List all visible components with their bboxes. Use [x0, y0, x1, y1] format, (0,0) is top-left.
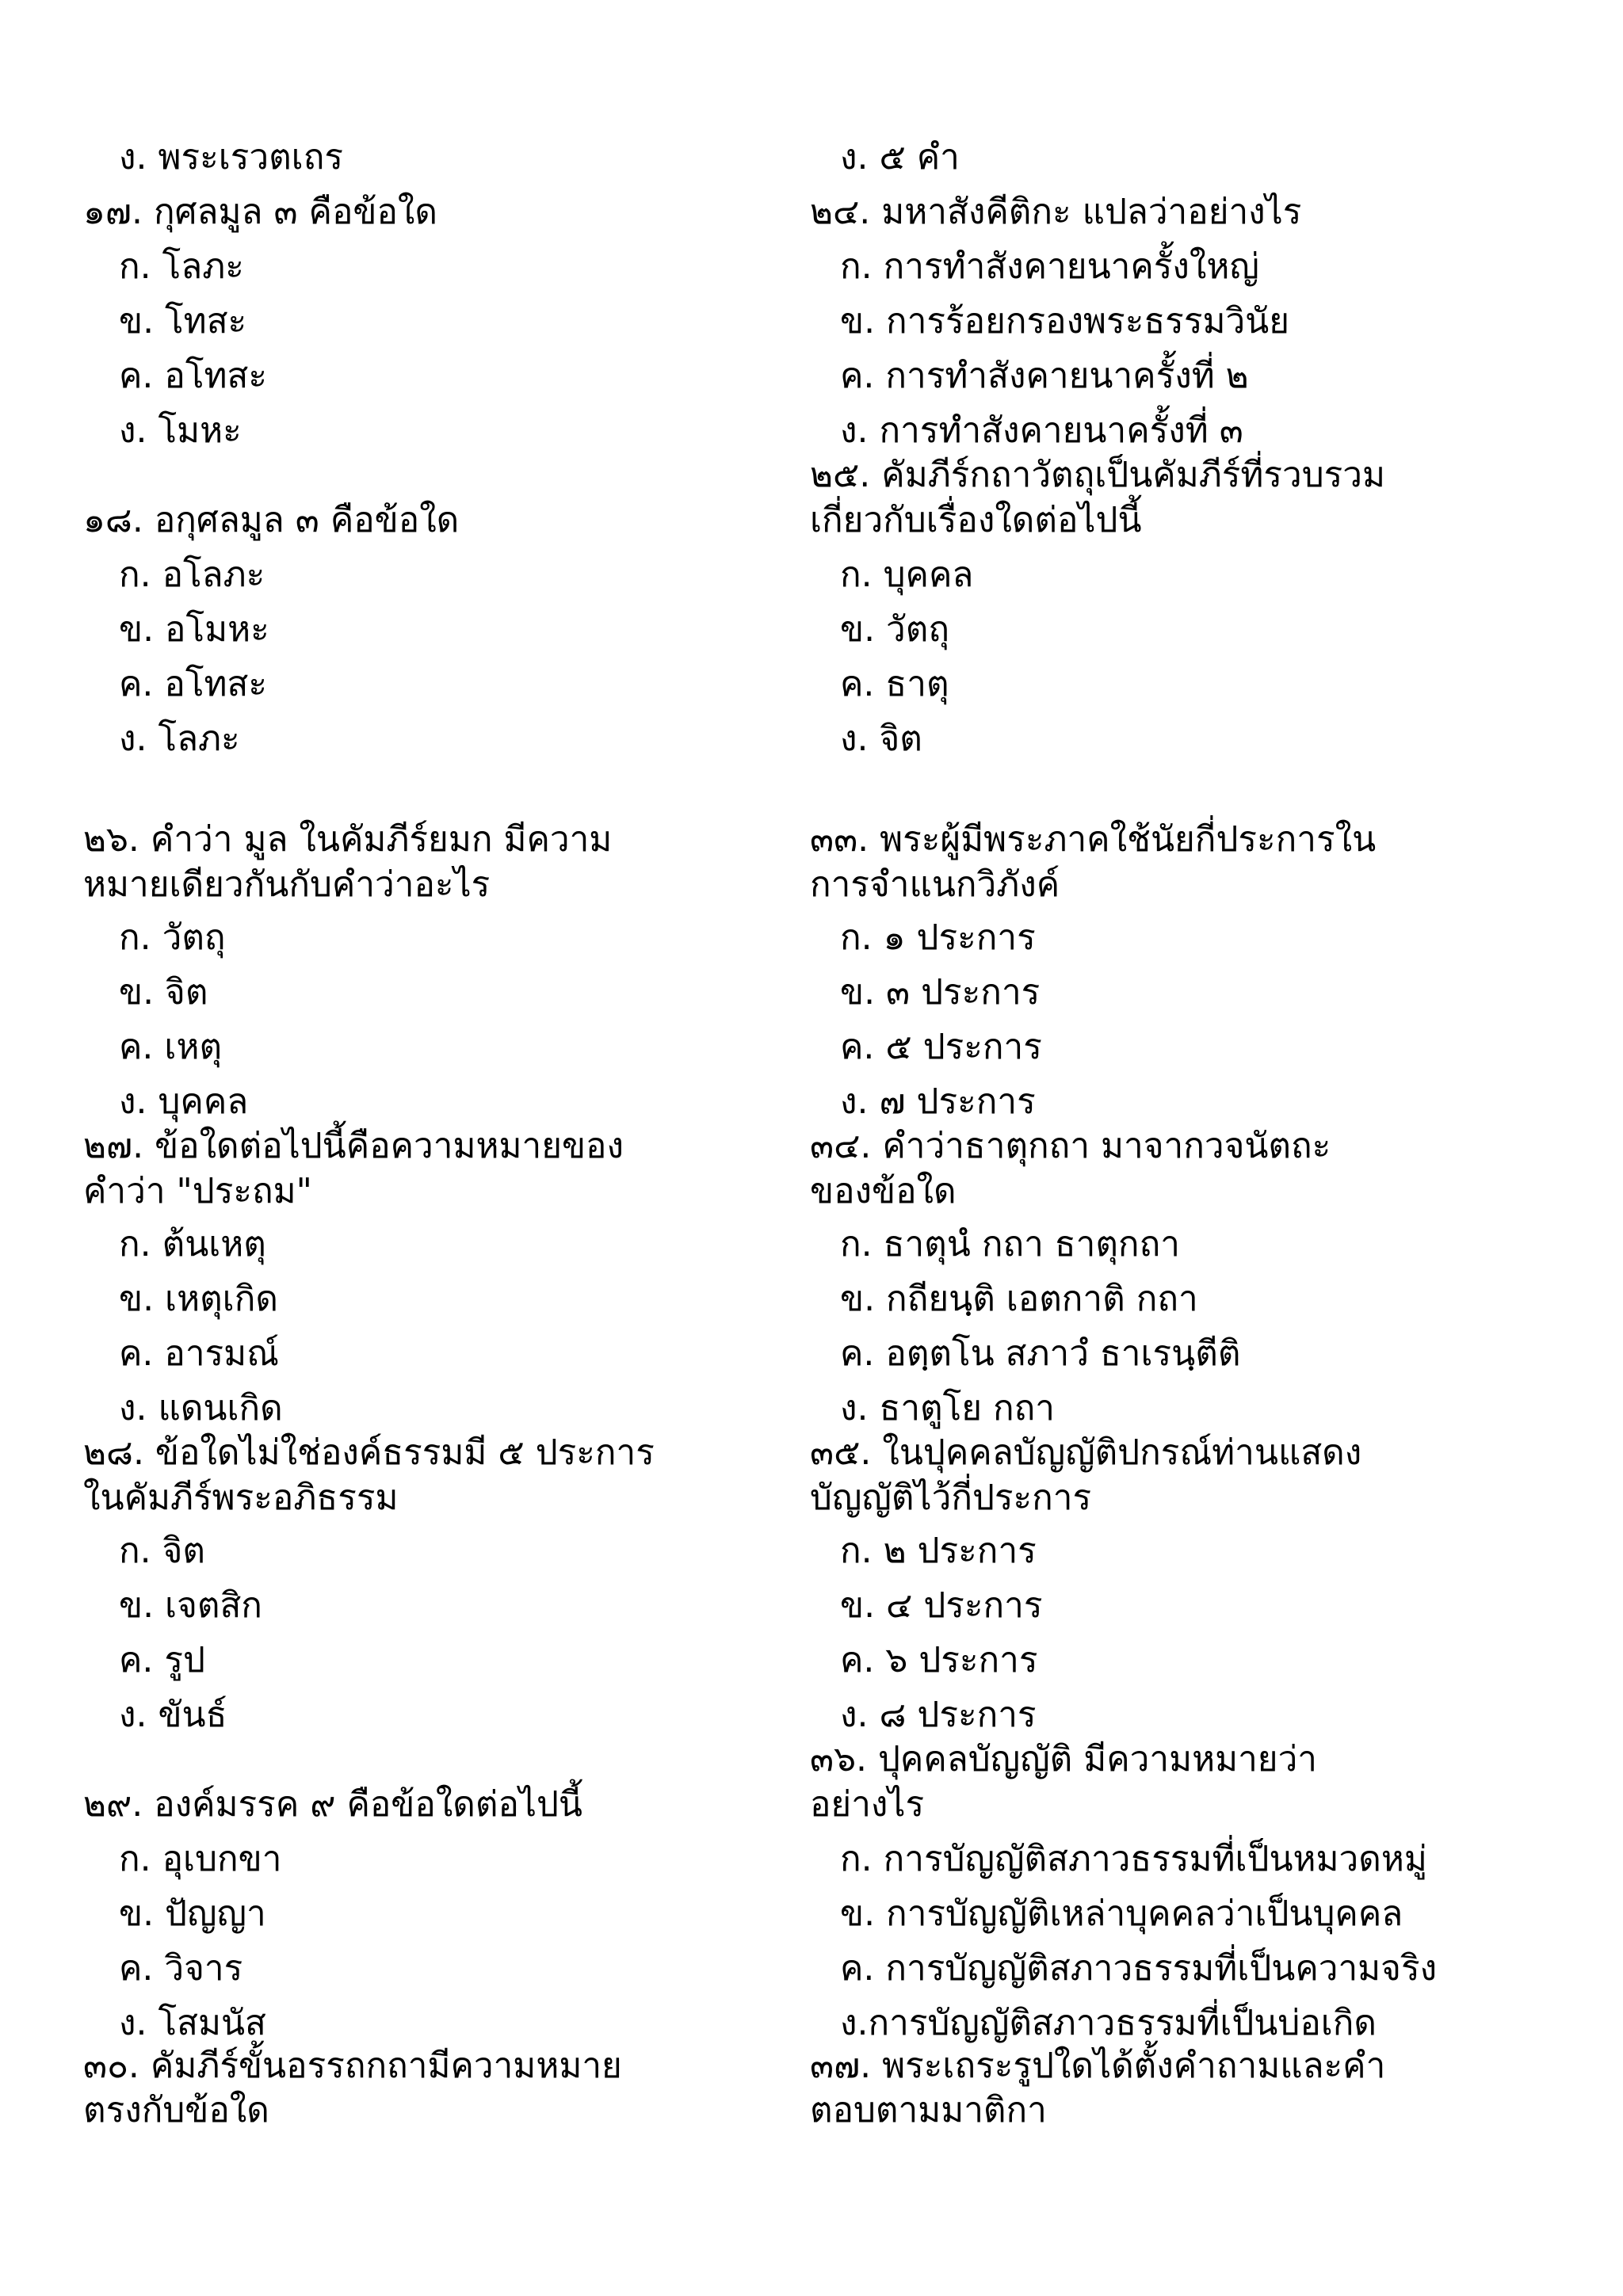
- question-line: ตรงกับข้อใด: [83, 2090, 269, 2130]
- question-line: คำว่า "ประถม": [83, 1171, 312, 1211]
- option-line: ค. อารมณ์: [119, 1333, 279, 1374]
- question-line: ๓๖. ปุคคลบัญญัติ มีความหมายว่า: [810, 1739, 1317, 1779]
- option-line: ง. ๗ ประการ: [840, 1081, 1036, 1122]
- question-line: ๒๗. ข้อใดต่อไปนี้คือความหมายของ: [83, 1126, 624, 1166]
- question-line: ๓๓. พระผู้มีพระภาคใช้นัยกี่ประการใน: [810, 819, 1377, 860]
- option-line: ง. การทำสังคายนาครั้งที่ ๓: [840, 410, 1243, 451]
- option-line: ข. การบัญญัติเหล่าบุคคลว่าเป็นบุคคล: [840, 1894, 1403, 1934]
- option-line: ก. โลภะ: [119, 246, 244, 287]
- option-line: ค. อตฺตโน สภาวํ ธาเรนฺตีติ: [840, 1333, 1241, 1374]
- question-line: อย่างไร: [810, 1784, 925, 1825]
- option-line: ค. การทำสังคายนาครั้งที่ ๒: [840, 356, 1249, 396]
- option-line: ค. ๖ ประการ: [840, 1640, 1038, 1680]
- option-line: ก. ต้นเหตุ: [119, 1224, 266, 1264]
- question-line: การจำแนกวิภังค์: [810, 864, 1060, 905]
- option-line: ง. บุคคล: [119, 1081, 249, 1122]
- option-line: ง. จิต: [840, 719, 922, 759]
- option-line: ค. อโทสะ: [119, 356, 267, 396]
- option-line: ง. ธาตูโย กถา: [840, 1388, 1055, 1428]
- question-line: ๓๔. คำว่าธาตุกถา มาจากวจนัตถะ: [810, 1126, 1331, 1166]
- option-line: ค. อโทสะ: [119, 664, 267, 704]
- option-line: ข. ๓ ประการ: [840, 972, 1041, 1013]
- question-line: ๑๗. กุศลมูล ๓ คือข้อใด: [83, 192, 437, 232]
- option-line: ก. บุคคล: [840, 555, 974, 595]
- question-line: ๒๔. มหาสังคีติกะ แปลว่าอย่างไร: [810, 192, 1302, 232]
- question-line: ในคัมภีร์พระอภิธรรม: [83, 1478, 399, 1518]
- option-line: ข. ๔ ประการ: [840, 1585, 1043, 1626]
- option-line: ข. เจตสิก: [119, 1585, 262, 1626]
- option-line: ค. วิจาร: [119, 1948, 243, 1989]
- option-line: ง. พระเรวตเถร: [119, 137, 343, 177]
- question-line: ๑๘. อกุศลมูล ๓ คือข้อใด: [83, 500, 460, 540]
- question-line: ๒๖. คำว่า มูล ในคัมภีร์ยมก มีความ: [83, 819, 613, 860]
- question-line: หมายเดียวกันกับคำว่าอะไร: [83, 864, 491, 905]
- option-line: ข. เหตุเกิด: [119, 1279, 278, 1319]
- option-line: ก. การบัญญัติสภาวธรรมที่เป็นหมวดหมู่: [840, 1839, 1427, 1879]
- option-line: ง. โลภะ: [119, 719, 240, 759]
- option-line: ก. วัตถุ: [119, 917, 226, 958]
- question-line: ๒๙. องค์มรรค ๙ คือข้อใดต่อไปนี้: [83, 1784, 583, 1825]
- option-line: ค. ธาตุ: [840, 664, 949, 704]
- option-line: ค. การบัญญัติสภาวธรรมที่เป็นความจริง: [840, 1948, 1438, 1989]
- option-line: ข. อโมหะ: [119, 609, 269, 650]
- option-line: ข. วัตถุ: [840, 609, 949, 650]
- option-line: ข. การร้อยกรองพระธรรมวินัย: [840, 301, 1290, 341]
- option-line: ข. โทสะ: [119, 301, 247, 341]
- option-line: ง. แดนเกิด: [119, 1388, 283, 1428]
- option-line: ข. ปัญญา: [119, 1894, 266, 1934]
- question-line: ของข้อใด: [810, 1171, 957, 1211]
- option-line: ก. ๒ ประการ: [840, 1531, 1037, 1571]
- option-line: ง. โสมนัส: [119, 2003, 266, 2043]
- question-line: ๓๐. คัมภีร์ขั้นอรรถกถามีความหมาย: [83, 2046, 622, 2086]
- option-line: ก. จิต: [119, 1531, 205, 1571]
- option-line: ข. กถียนฺติ เอตกาติ กถา: [840, 1279, 1198, 1319]
- question-line: เกี่ยวกับเรื่องใดต่อไปนี้: [810, 500, 1142, 540]
- option-line: ค. รูป: [119, 1640, 205, 1680]
- question-line: ๒๕. คัมภีร์กถาวัตถุเป็นคัมภีร์ที่รวบรวม: [810, 455, 1385, 495]
- option-line: ก. อโลภะ: [119, 555, 265, 595]
- option-line: ก. ธาตุนํ กถา ธาตุกถา: [840, 1224, 1180, 1264]
- question-line: บัญญัติไว้กี่ประการ: [810, 1478, 1092, 1518]
- option-line: ง. ขันธ์: [119, 1695, 227, 1735]
- option-line: ง. ๕ คำ: [840, 137, 960, 177]
- question-line: ๓๕. ในปุคคลบัญญัติปกรณ์ท่านแสดง: [810, 1432, 1362, 1473]
- option-line: ง. ๘ ประการ: [840, 1695, 1037, 1735]
- option-line: ข. จิต: [119, 972, 208, 1013]
- question-line: ๓๗. พระเถระรูปใดได้ตั้งคำถามและคำ: [810, 2046, 1386, 2086]
- question-line: ตอบตามมาติกา: [810, 2090, 1047, 2130]
- option-line: ค. ๕ ประการ: [840, 1027, 1042, 1067]
- option-line: ก. อุเบกขา: [119, 1839, 282, 1879]
- option-line: ค. เหตุ: [119, 1027, 223, 1067]
- question-line: ๒๘. ข้อใดไม่ใช่องค์ธรรมมี ๕ ประการ: [83, 1432, 655, 1473]
- option-line: ก. ๑ ประการ: [840, 917, 1036, 958]
- option-line: ง. โมหะ: [119, 410, 242, 451]
- option-line: ก. การทำสังคายนาครั้งใหญ่: [840, 246, 1259, 287]
- option-line: ง.การบัญญัติสภาวธรรมที่เป็นบ่อเกิด: [840, 2003, 1377, 2043]
